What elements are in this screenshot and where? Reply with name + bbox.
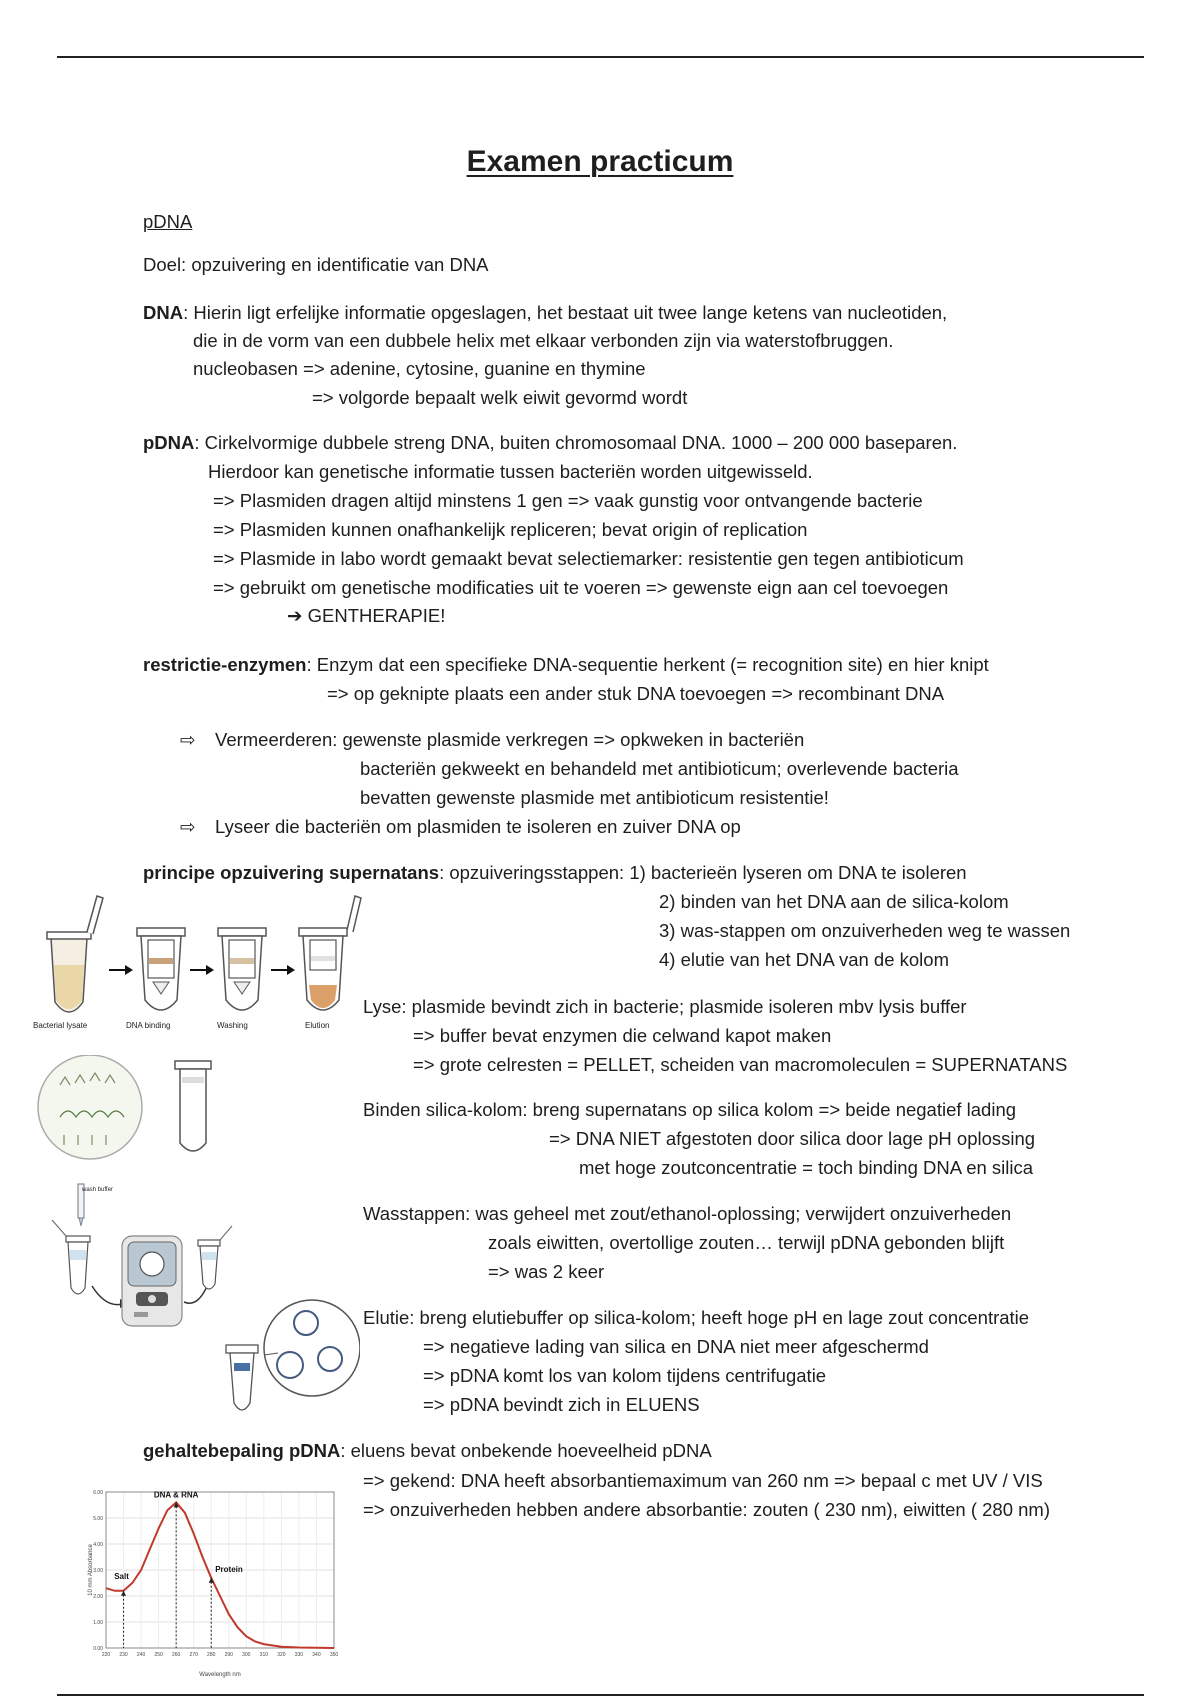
dna-line: nucleobasen => adenine, cytosine, guanine en thymine [193,358,646,379]
centrifuge-icon [122,1236,182,1326]
principle-definition: principe opzuivering supernatans: opzuiveringsstappen: 1) bacterieën lyseren om DNA te isoleren [143,862,967,883]
y-tick-label: 3.00 [93,1568,103,1574]
top-rule [57,56,1144,58]
tube-label: Bacterial lysate [33,1021,88,1030]
section-heading: pDNA [143,211,193,232]
dna-line: => volgorde bepaalt welk eiwit gevormd wordt [312,387,688,408]
x-tick-label: 350 [329,1652,339,1658]
absorbance-chart-svg [84,1480,344,1680]
elution-line: => pDNA bevindt zich in ELUENS [423,1394,700,1415]
binding-line: Binden silica-kolom: breng supernatans op silica kolom => beide negatief lading [363,1099,1017,1120]
arrow-bullet-icon: ⇨ [180,816,196,837]
principle-step: 2) binden van het DNA aan de silica-kolom [659,891,1009,912]
wash-buffer-label: wash buffer [82,1187,113,1193]
pdna-definition: pDNA: Cirkelvormige dubbele streng DNA, buiten chromosomaal DNA. 1000 – 200 000 baseparen. [143,432,958,453]
x-tick-label: 290 [224,1652,233,1658]
bacterial-lysate-tube-icon [47,896,103,1012]
absorbance-chart [84,1480,344,1680]
bullet-line: Lyseer die bacteriën om plasmiden te isoleren en zuiver DNA op [215,816,741,837]
wash-line: Wasstappen: was geheel met zout/ethanol-oplossing; verwijdert onzuiverheden [363,1203,1012,1224]
y-tick-label: 2.00 [93,1594,103,1600]
x-tick-label: 280 [207,1652,216,1658]
wash-line: zoals eiwitten, overtollige zouten… terwijl pDNA gebonden blijft [488,1232,1005,1253]
x-axis-label: Wavelength nm [199,1672,241,1678]
bullet-line: Vermeerderen: gewenste plasmide verkregen => opkweken in bacteriën [215,729,805,750]
bottom-rule [57,1694,1144,1696]
pdna-line: => Plasmiden dragen altijd minstens 1 gen => vaak gunstig voor ontvangende bacterie [213,490,923,511]
washing-tube-icon [218,928,266,1010]
x-tick-label: 300 [242,1652,251,1658]
content-line: => onzuiverheden hebben andere absorbantie: zouten ( 230 nm), eiwitten ( 280 nm) [363,1499,1051,1520]
elution-line: Elutie: breng elutiebuffer op silica-kolom; heeft hoge pH en lage zout concentratie [363,1307,1030,1328]
x-tick-label: 230 [119,1652,128,1658]
annotation-label: Salt [114,1571,129,1581]
restriction-line: => op geknipte plaats een ander stuk DNA toevoegen => recombinant DNA [327,683,945,704]
principle-step: 3) was-stappen om onzuiverheden weg te wassen [659,920,1071,941]
x-tick-label: 220 [101,1652,111,1658]
pdna-line: Hierdoor kan genetische informatie tussen bacteriën worden uitgewisseld. [208,461,813,482]
purification-steps-figure [25,890,365,1040]
tube-label: DNA binding [126,1021,171,1030]
absorbance-series-line [106,1502,334,1648]
content-determination: gehaltebepaling pDNA: eluens bevat onbekende hoeveelheid pDNA [143,1440,712,1461]
annotation-label: DNA & RNA [153,1490,199,1500]
annotation-label: Protein [215,1564,243,1574]
lysis-line: Lyse: plasmide bevindt zich in bacterie; plasmide isoleren mbv lysis buffer [363,996,967,1017]
pdna-line: => Plasmiden kunnen onafhankelijk repliceren; bevat origin of replication [213,519,808,540]
elution-line: => pDNA komt los van kolom tijdens centrifugatie [423,1365,827,1386]
pdna-line: => gebruikt om genetische modificaties uit te voeren => gewenste eign aan cel toevoegen [213,577,949,598]
pdna-line: ➔ GENTHERAPIE! [287,605,446,626]
bullet-line: bacteriën gekweekt en behandeld met antibioticum; overlevende bacteria [360,758,959,779]
silica-binding-figure [30,1055,230,1165]
wash-centrifuge-figure [48,1180,238,1335]
x-tick-label: 260 [171,1652,181,1658]
lysis-line: => buffer bevat enzymen die celwand kapot maken [413,1025,832,1046]
y-tick-label: 0.00 [93,1646,103,1652]
binding-line: met hoge zoutconcentratie = toch binding DNA en silica [579,1157,1034,1178]
x-tick-label: 250 [154,1652,163,1658]
lysis-line: => grote celresten = PELLET, scheiden van macromoleculen = SUPERNATANS [413,1054,1068,1075]
y-tick-label: 6.00 [93,1490,103,1496]
restriction-definition: restrictie-enzymen: Enzym dat een specifieke DNA-sequentie herkent (= recognition site) en hier knipt [143,654,989,675]
x-tick-label: 240 [136,1652,146,1658]
y-tick-label: 1.00 [93,1620,103,1626]
dna-line: die in de vorm van een dubbele helix met elkaar verbonden zijn via waterstofbruggen. [193,330,894,351]
y-tick-label: 4.00 [93,1542,103,1548]
x-tick-label: 320 [277,1652,286,1658]
arrow-bullet-icon: ⇨ [180,729,196,750]
elution-tube-icon [299,896,361,1010]
x-tick-label: 330 [294,1652,304,1658]
principle-step: 4) elutie van het DNA van de kolom [659,949,949,970]
elution-plasmid-figure [220,1285,360,1420]
binding-line: => DNA NIET afgestoten door silica door lage pH oplossing [549,1128,1036,1149]
content-line: => gekend: DNA heeft absorbantiemaximum van 260 nm => bepaal c met UV / VIS [363,1470,1043,1491]
page-title: Examen practicum [466,145,734,178]
tube-label: Washing [217,1021,248,1030]
bullet-line: bevatten gewenste plasmide met antibioticum resistentie! [360,787,829,808]
tube-label: Elution [305,1021,330,1030]
x-tick-label: 310 [259,1652,269,1658]
elution-line: => negatieve lading van silica en DNA niet meer afgeschermd [423,1336,929,1357]
y-tick-label: 5.00 [93,1516,103,1522]
goal-line: Doel: opzuivering en identificatie van DNA [143,254,489,275]
x-tick-label: 270 [189,1652,198,1658]
x-tick-label: 340 [312,1652,321,1658]
dna-binding-tube-icon [137,928,185,1010]
dna-definition: DNA: Hierin ligt erfelijke informatie opgeslagen, het bestaat uit twee lange ketens van nucleotiden, [143,302,948,323]
wash-line: => was 2 keer [488,1261,605,1282]
y-axis-label: 10 mm Absorbance [88,1544,94,1596]
pdna-line: => Plasmide in labo wordt gemaakt bevat selectiemarker: resistentie gen tegen antibioticum [213,548,964,569]
